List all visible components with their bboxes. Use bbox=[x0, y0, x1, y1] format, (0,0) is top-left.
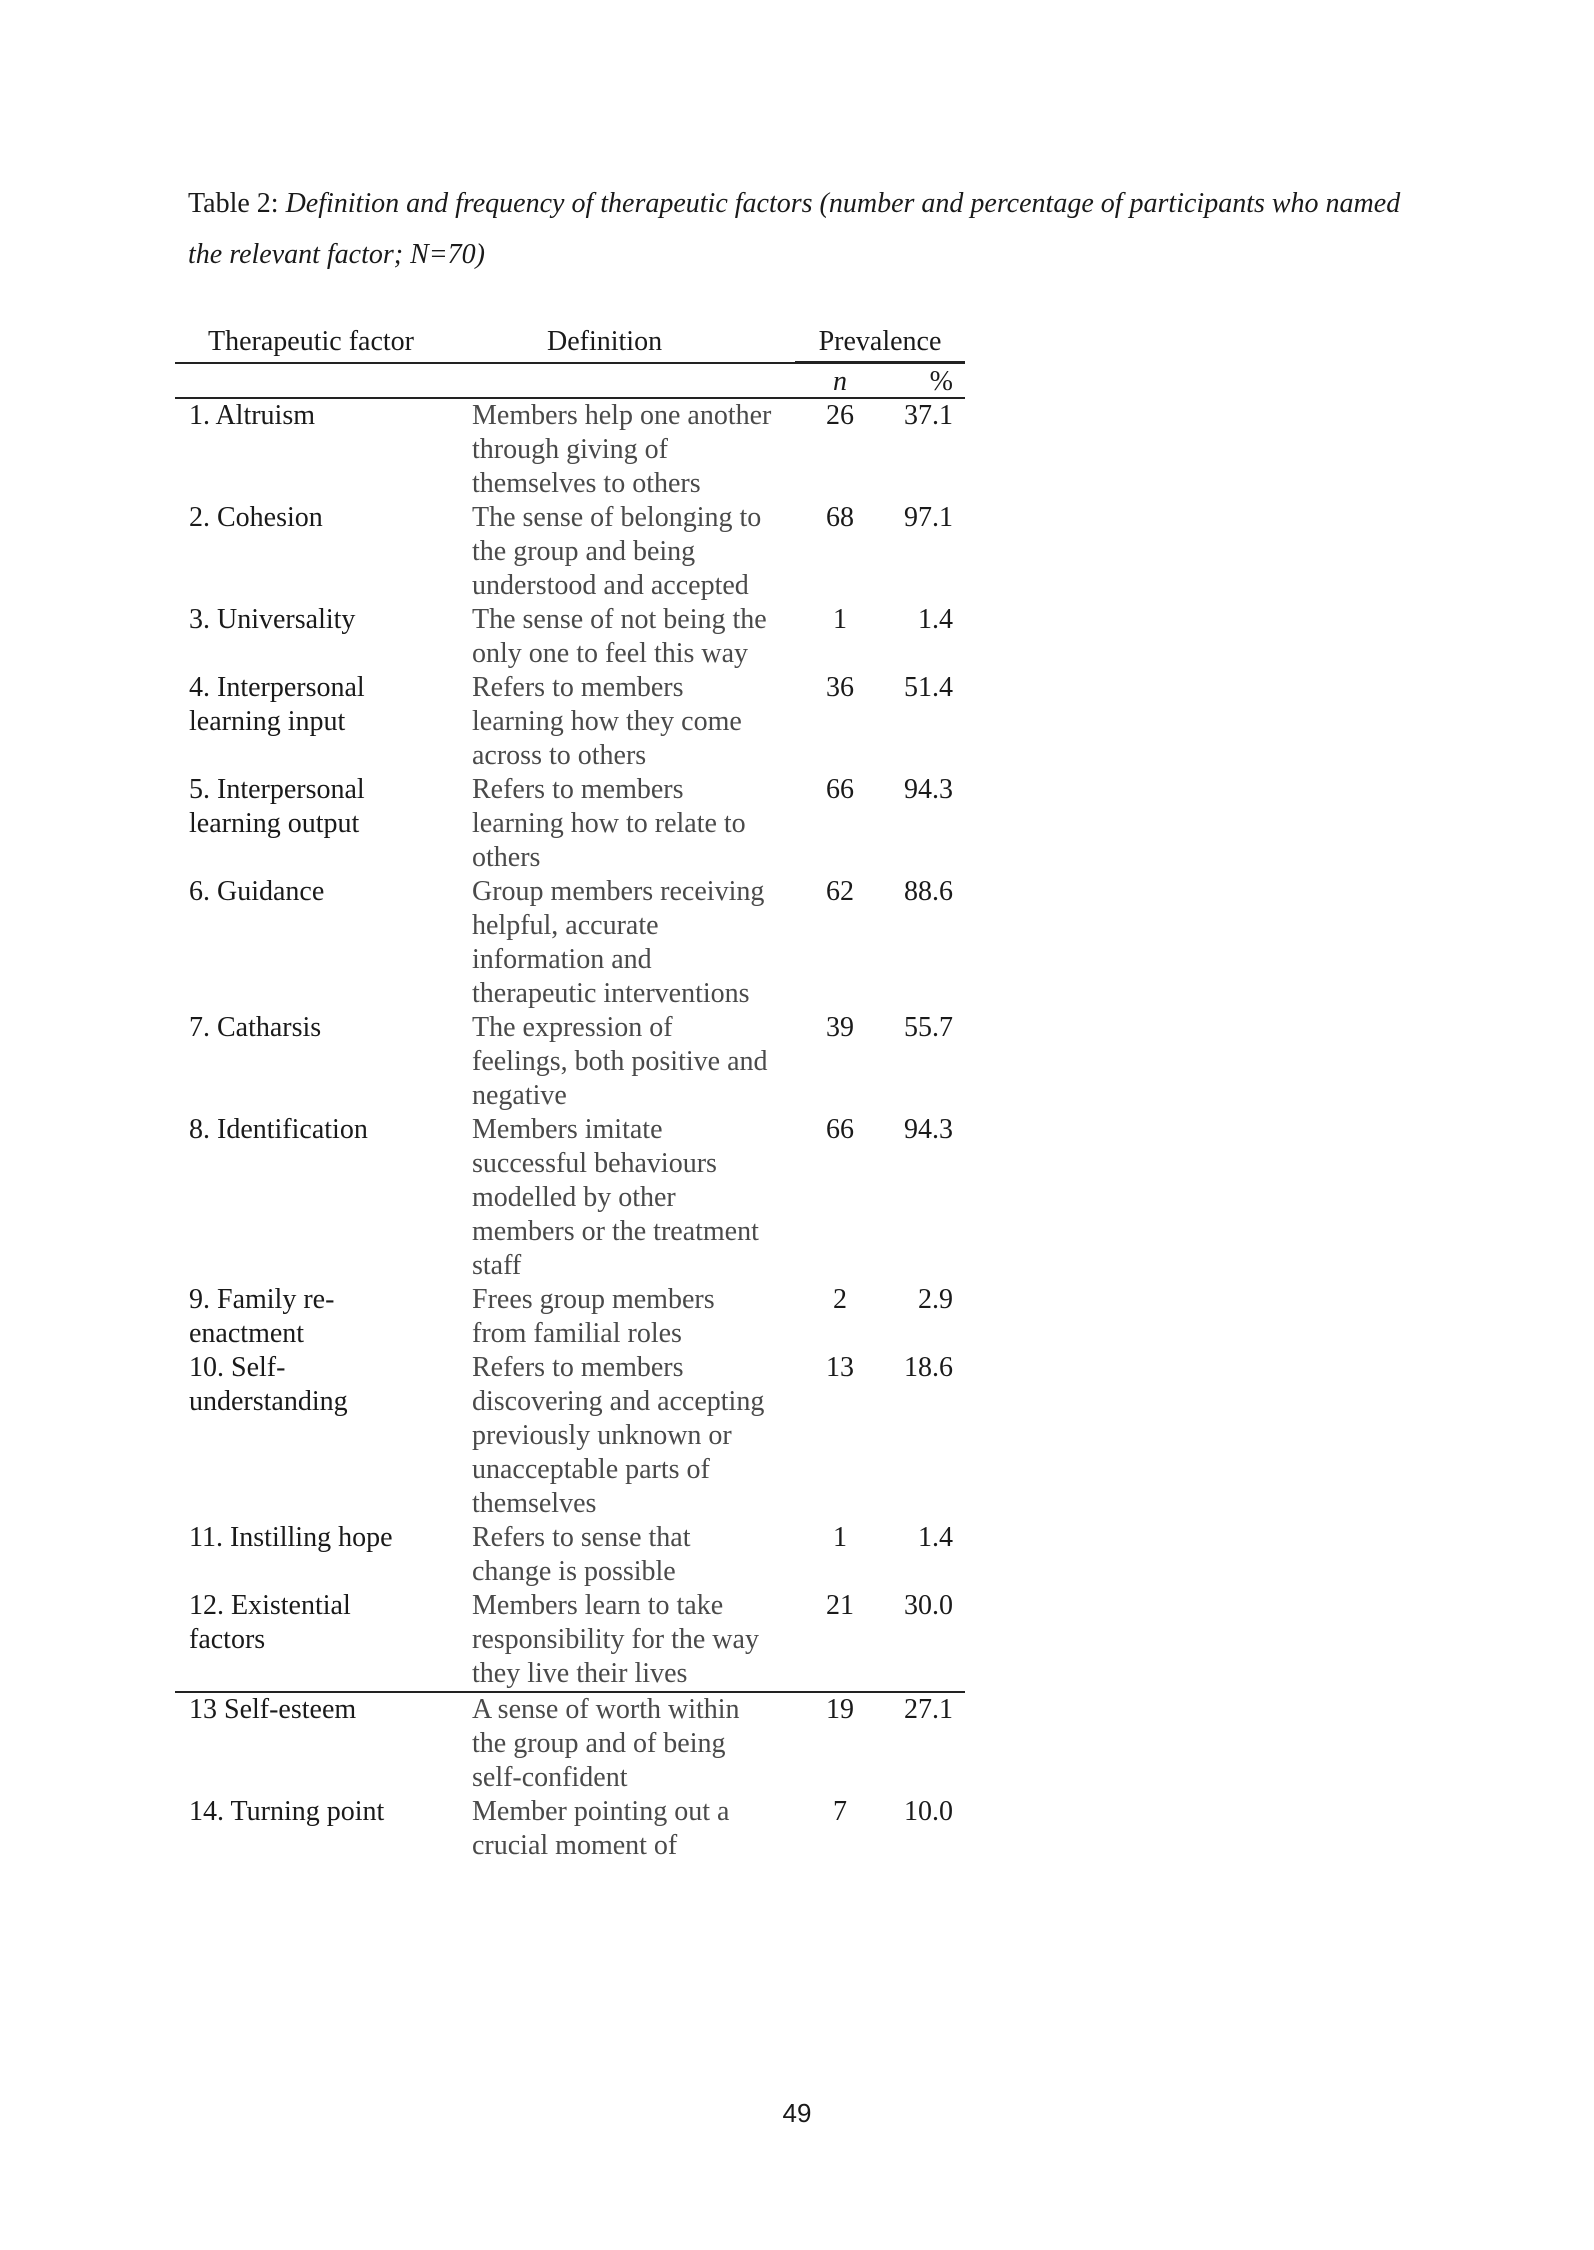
header-n: n bbox=[833, 366, 847, 397]
row-percent: 1.4 bbox=[918, 604, 953, 635]
row-definition: A sense of worth within the group and of being self-confident bbox=[472, 1694, 740, 1793]
row-n: 13 bbox=[826, 1352, 854, 1383]
row-definition: Members learn to take responsibility for the way they live their lives bbox=[472, 1590, 759, 1689]
table-header bbox=[175, 320, 965, 364]
row-factor: 10. Self-understanding bbox=[189, 1352, 348, 1417]
row-definition: The sense of belonging to the group and being understood and accepted bbox=[472, 502, 762, 601]
row-definition: The expression of feelings, both positive and negative bbox=[472, 1012, 768, 1111]
row-factor: 11. Instilling hope bbox=[189, 1522, 393, 1553]
row-definition: The sense of not being the only one to feel this way bbox=[472, 604, 767, 669]
row-n: 19 bbox=[826, 1694, 854, 1725]
row-definition: Refers to sense that change is possible bbox=[472, 1522, 691, 1587]
row-percent: 37.1 bbox=[904, 400, 953, 431]
row-definition: Refers to members learning how they come across to others bbox=[472, 672, 742, 771]
row-n: 1 bbox=[833, 604, 847, 635]
table-row bbox=[175, 1011, 965, 1113]
table-row bbox=[175, 1351, 965, 1521]
row-percent: 30.0 bbox=[904, 1590, 953, 1621]
row-definition: Frees group members from familial roles bbox=[472, 1284, 715, 1349]
row-factor: 4. Interpersonal learning input bbox=[189, 672, 365, 737]
row-percent: 88.6 bbox=[904, 876, 953, 907]
row-factor: 7. Catharsis bbox=[189, 1012, 322, 1043]
row-definition: Refers to members learning how to relate to others bbox=[472, 774, 746, 873]
table-row bbox=[175, 1795, 965, 1863]
header-prevalence: Prevalence bbox=[795, 326, 965, 363]
row-n: 21 bbox=[826, 1590, 854, 1621]
row-factor: 12. Existential factors bbox=[189, 1590, 351, 1655]
row-definition: Refers to members discovering and accepting previously unknown or unacceptable parts of themselves bbox=[472, 1352, 765, 1519]
row-definition: Group members receiving helpful, accurate information and therapeutic interventions bbox=[472, 876, 765, 1009]
row-definition: Members imitate successful behaviours modelled by other members or the treatment staff bbox=[472, 1114, 759, 1281]
row-factor: 3. Universality bbox=[189, 604, 356, 635]
table-row bbox=[175, 603, 965, 671]
row-n: 68 bbox=[826, 502, 854, 533]
row-n: 66 bbox=[826, 1114, 854, 1145]
row-percent: 10.0 bbox=[904, 1796, 953, 1827]
row-n: 2 bbox=[833, 1284, 847, 1315]
table-row bbox=[175, 1283, 965, 1351]
header-percent: % bbox=[929, 366, 953, 397]
table-row bbox=[175, 875, 965, 1011]
row-factor: 5. Interpersonal learning output bbox=[189, 774, 365, 839]
table-row bbox=[175, 399, 965, 501]
row-factor: 6. Guidance bbox=[189, 876, 325, 907]
row-n: 7 bbox=[833, 1796, 847, 1827]
page-number: 49 bbox=[782, 2098, 812, 2128]
row-definition: Member pointing out a crucial moment of bbox=[472, 1796, 730, 1861]
row-n: 26 bbox=[826, 400, 854, 431]
row-factor: 2. Cohesion bbox=[189, 502, 323, 533]
row-definition: Members help one another through giving of themselves to others bbox=[472, 400, 772, 499]
row-factor: 13 Self-esteem bbox=[189, 1694, 357, 1725]
table-subheader bbox=[175, 364, 965, 399]
row-percent: 1.4 bbox=[918, 1522, 953, 1553]
row-percent: 27.1 bbox=[904, 1694, 953, 1725]
table-caption bbox=[188, 178, 1418, 280]
table-row bbox=[175, 1691, 965, 1795]
table-row bbox=[175, 1113, 965, 1283]
row-percent: 97.1 bbox=[904, 502, 953, 533]
header-definition: Definition bbox=[547, 326, 663, 357]
table-row bbox=[175, 773, 965, 875]
row-n: 1 bbox=[833, 1522, 847, 1553]
row-n: 66 bbox=[826, 774, 854, 805]
table-row bbox=[175, 1589, 965, 1691]
header-factor: Therapeutic factor bbox=[208, 326, 414, 357]
row-n: 62 bbox=[826, 876, 854, 907]
row-n: 36 bbox=[826, 672, 854, 703]
row-percent: 94.3 bbox=[904, 1114, 953, 1145]
row-factor: 1. Altruism bbox=[189, 400, 316, 431]
row-percent: 51.4 bbox=[904, 672, 953, 703]
row-percent: 2.9 bbox=[918, 1284, 953, 1315]
row-factor: 8. Identification bbox=[189, 1114, 368, 1145]
row-n: 39 bbox=[826, 1012, 854, 1043]
caption-prefix: Table 2: bbox=[188, 188, 286, 219]
table-row bbox=[175, 1521, 965, 1589]
therapeutic-factors-table bbox=[175, 320, 965, 1863]
row-percent: 94.3 bbox=[904, 774, 953, 805]
table-row bbox=[175, 501, 965, 603]
row-percent: 55.7 bbox=[904, 1012, 953, 1043]
table-row bbox=[175, 671, 965, 773]
row-factor: 14. Turning point bbox=[189, 1796, 385, 1827]
row-percent: 18.6 bbox=[904, 1352, 953, 1383]
caption-title: Definition and frequency of therapeutic factors (number and percentage of participants who named the relevant factor; N=70) bbox=[188, 188, 1401, 270]
row-factor: 9. Family re-enactment bbox=[189, 1284, 335, 1349]
